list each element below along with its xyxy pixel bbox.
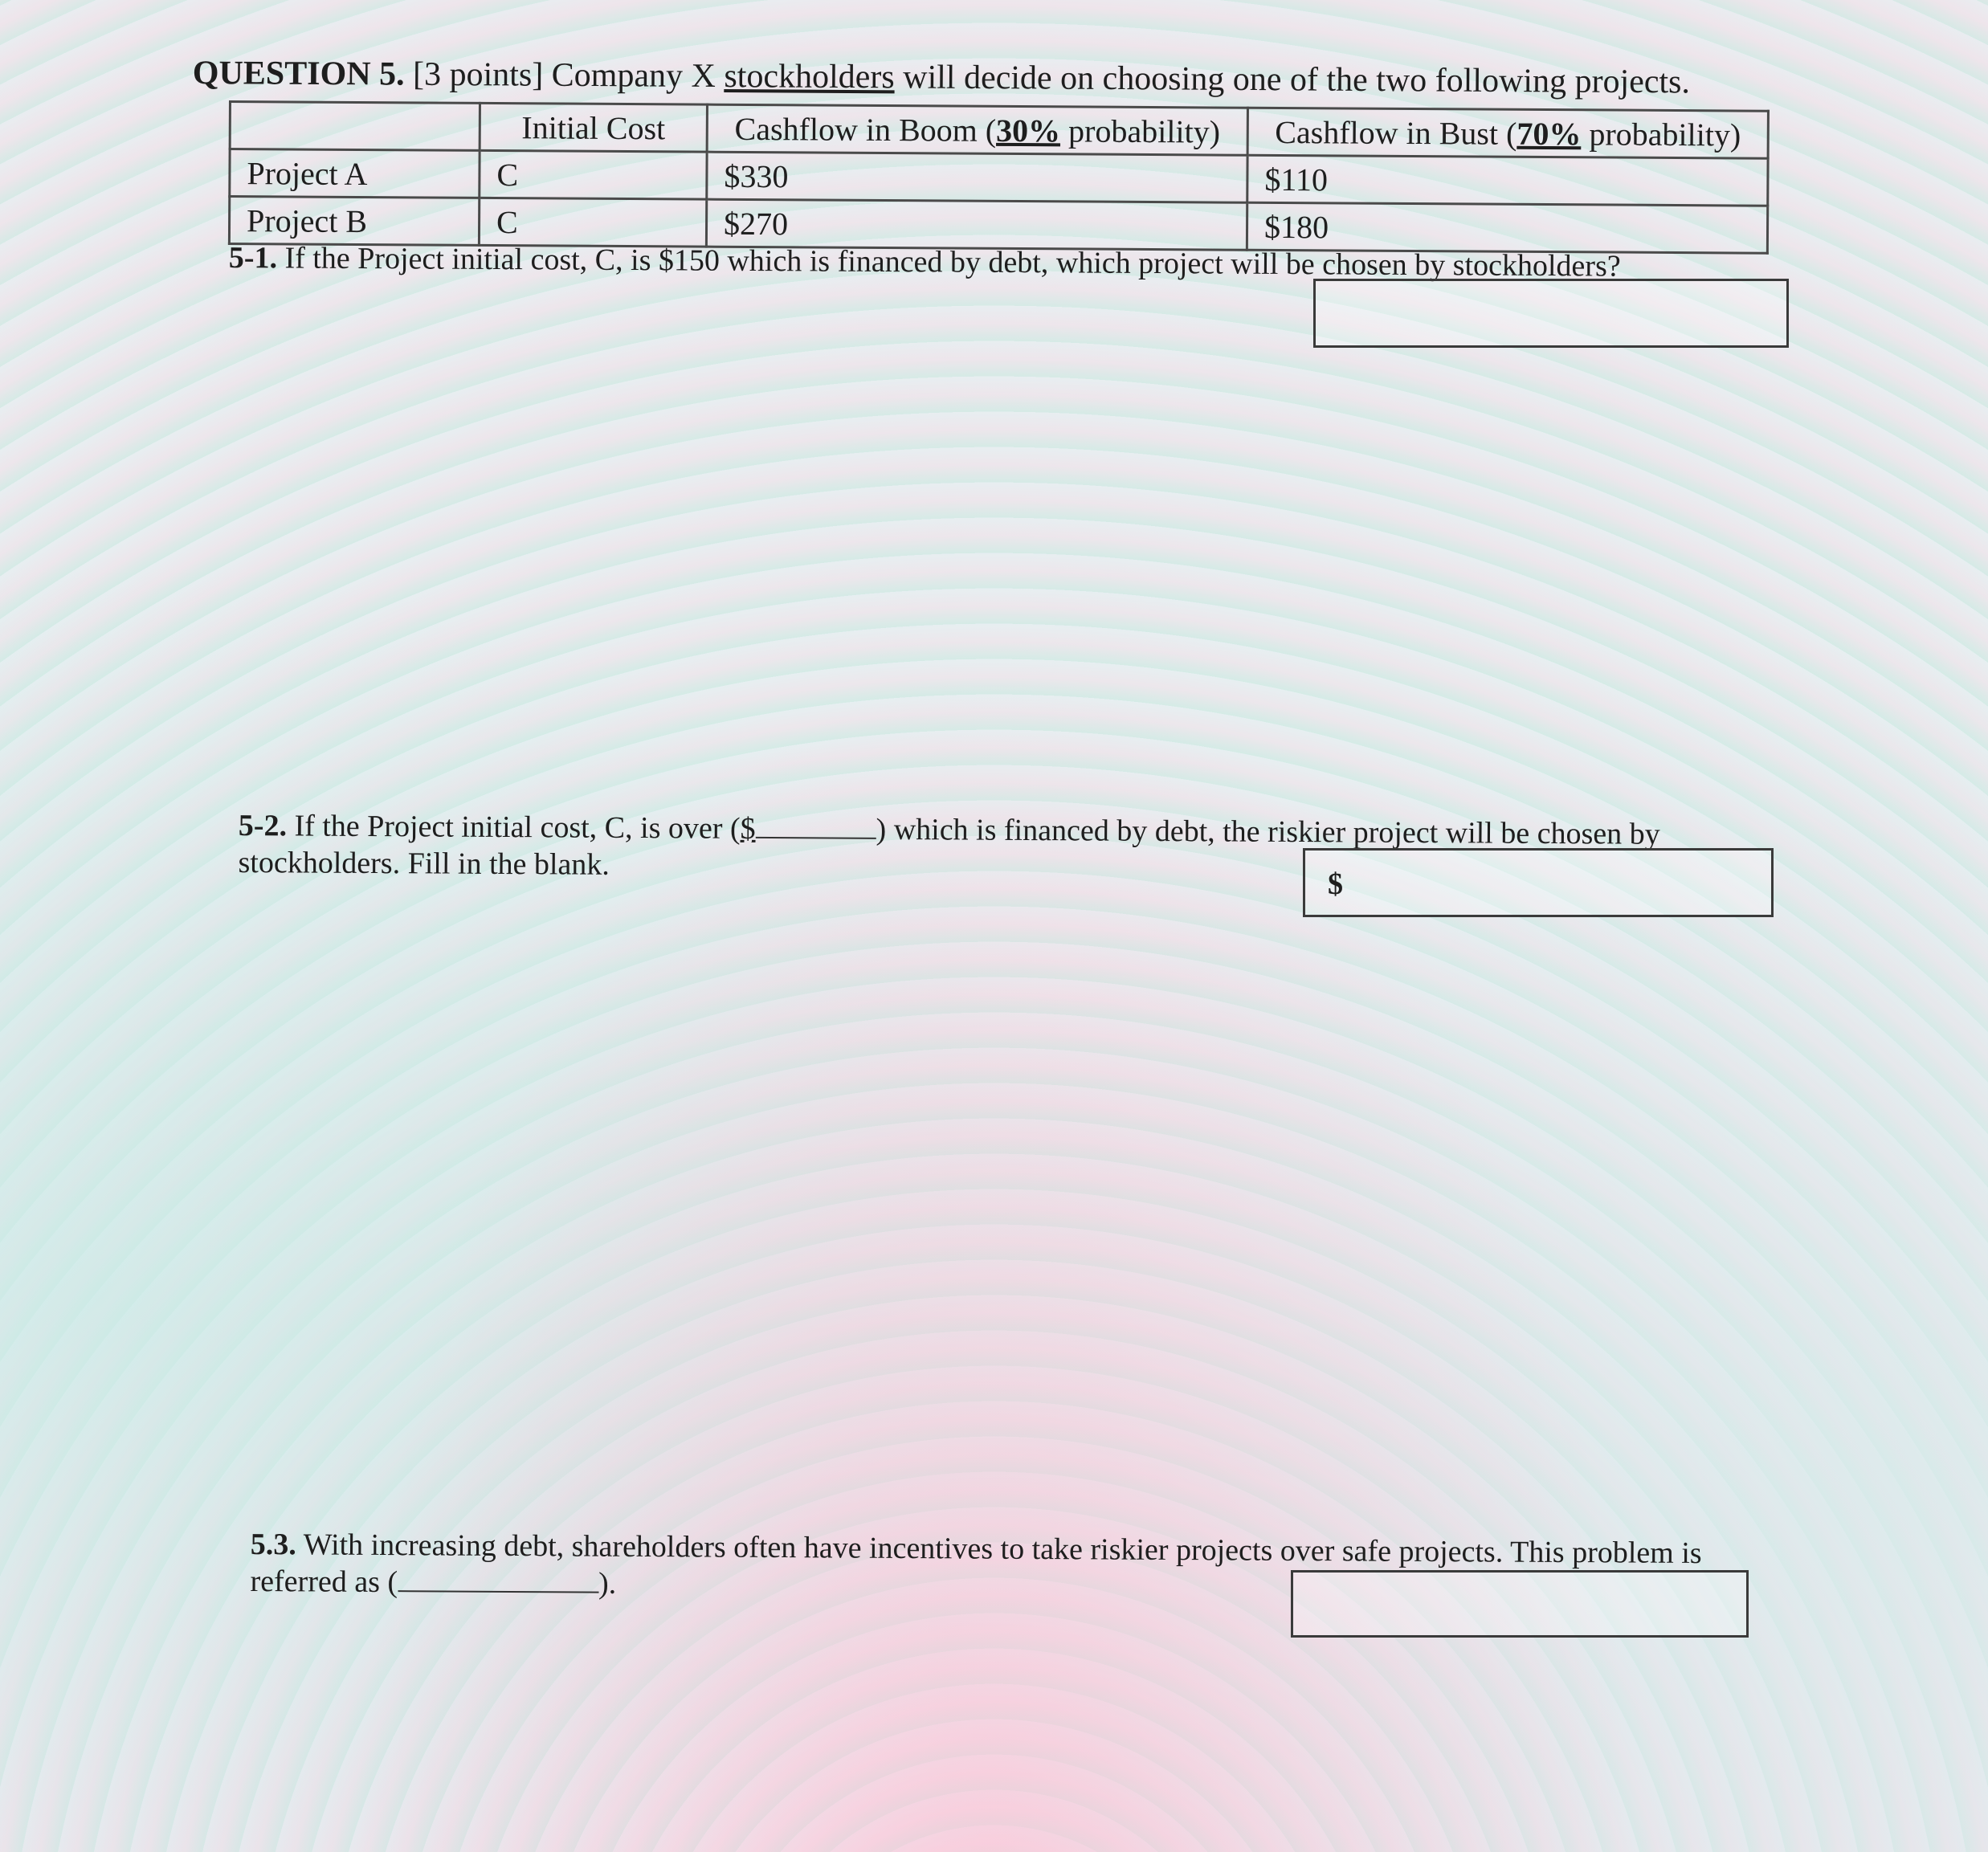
answer-box-5-1[interactable] xyxy=(1313,279,1789,348)
question-5-3-text-after: ). xyxy=(598,1566,617,1601)
answer-box-5-2-prefix: $ xyxy=(1328,867,1343,901)
question-5-1-text: If the Project initial cost, C, is $150 which is financed by debt, which project will be chosen by stockholders? xyxy=(276,241,1621,284)
question-title xyxy=(193,56,1767,100)
header-boom: Cashflow in Boom (30% probability) xyxy=(707,104,1247,155)
header-bust: Cashflow in Bust (70% probability) xyxy=(1247,108,1768,158)
cell-bust: $180 xyxy=(1247,202,1767,253)
question-5-3-number: 5.3. xyxy=(250,1528,296,1562)
question-5-2-text-before: If the Project initial cost, C, is over ( xyxy=(286,809,741,846)
answer-box-5-3[interactable] xyxy=(1291,1570,1749,1638)
header-blank xyxy=(230,102,480,151)
projects-table xyxy=(228,100,1770,255)
answer-box-5-2[interactable] xyxy=(1303,848,1774,917)
blank-line xyxy=(756,813,876,839)
question-5-2-text-after: ) which is financed by debt, the riskier project will be chosen by stockholders. Fill in the blank. xyxy=(238,812,1660,882)
cell-initial-cost: C xyxy=(480,150,707,199)
question-5-2-number: 5-2. xyxy=(238,808,288,843)
question-5-2-dollar: $ xyxy=(740,811,756,846)
question-5-3-text-before: With increasing debt, shareholders often have incentives to take riskier projects over safe projects. This problem is referred as ( xyxy=(250,1528,1702,1600)
question-stockholders: stockholders xyxy=(724,58,895,96)
question-points: [3 points] Company X xyxy=(412,55,725,96)
cell-bust: $110 xyxy=(1247,155,1768,206)
blank-line xyxy=(398,1566,598,1593)
question-5-1-number: 5-1. xyxy=(228,240,278,275)
cell-project: Project B xyxy=(229,197,479,246)
question-label: QUESTION 5. xyxy=(192,55,405,93)
question-rest: will decide on choosing one of the two following projects. xyxy=(894,59,1691,101)
cell-project: Project A xyxy=(230,149,480,198)
cell-boom: $330 xyxy=(707,152,1247,202)
cell-initial-cost: C xyxy=(479,198,706,247)
cell-boom: $270 xyxy=(706,199,1247,250)
header-initial-cost: Initial Cost xyxy=(480,103,707,152)
